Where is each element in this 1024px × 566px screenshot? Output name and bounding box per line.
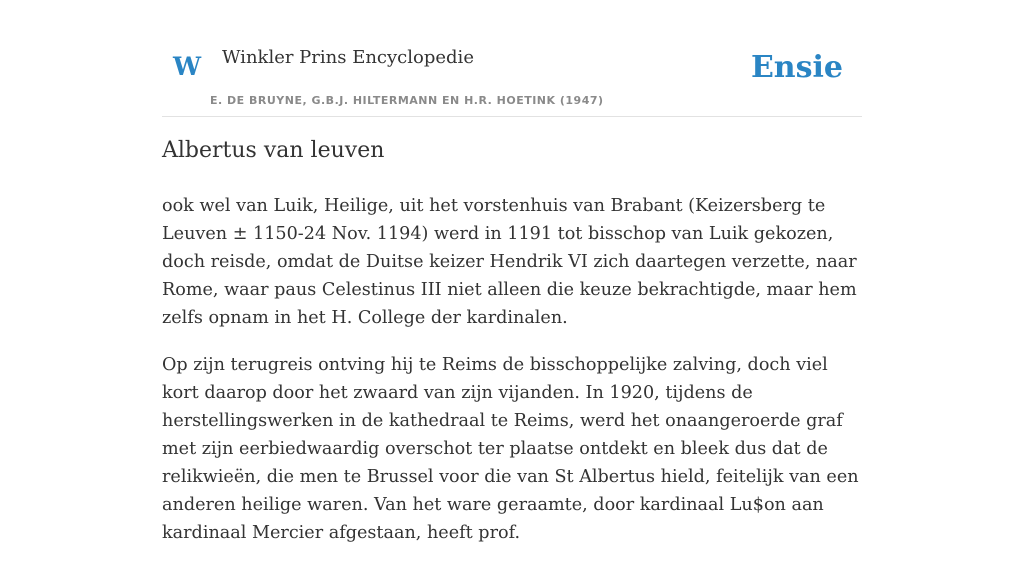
article-paragraph: Op zijn terugreis ontving hij te Reims de bisschoppelijke zalving, doch viel kort daarop door het zwaard van zijn vijanden. In 1920, tijdens de herstellingswerken in de kathedraal te Reims, werd het onaangeroerde graf met zijn eerbiedwaardig overschot ter plaatse ontdekt en bleek dus dat de relikwieën, die men te Brussel voor die van St Albertus hield, feitelijk van een anderen heilige waren. Van het ware geraamte, door kardinaal Lu$on aan kardinaal Mercier afgestaan, heeft prof. [162, 355, 859, 543]
site-header [162, 40, 862, 117]
publication-authors: E. DE BRUYNE, G.B.J. HILTERMANN EN H.R. HOETINK (1947) [210, 94, 604, 107]
article-paragraph: ook wel van Luik, Heilige, uit het vorstenhuis van Brabant (Keizersberg te Leuven ± 1150-24 Nov. 1194) werd in 1191 tot bisschop van Luik gekozen, doch reisde, omdat de Duitse keizer Hendrik VI zich daartegen verzette, naar Rome, waar paus Celestinus III niet alleen die keuze bekrachtigde, maar hem zelfs opnam in het H. College der kardinalen. [162, 196, 857, 328]
ensie-logo-link[interactable]: Ensie [750, 50, 843, 85]
winkler-prins-logo-icon[interactable]: W [173, 52, 202, 81]
article-body [162, 192, 862, 566]
publication-title[interactable]: Winkler Prins Encyclopedie [222, 47, 474, 68]
article-title: Albertus van leuven [162, 138, 385, 163]
